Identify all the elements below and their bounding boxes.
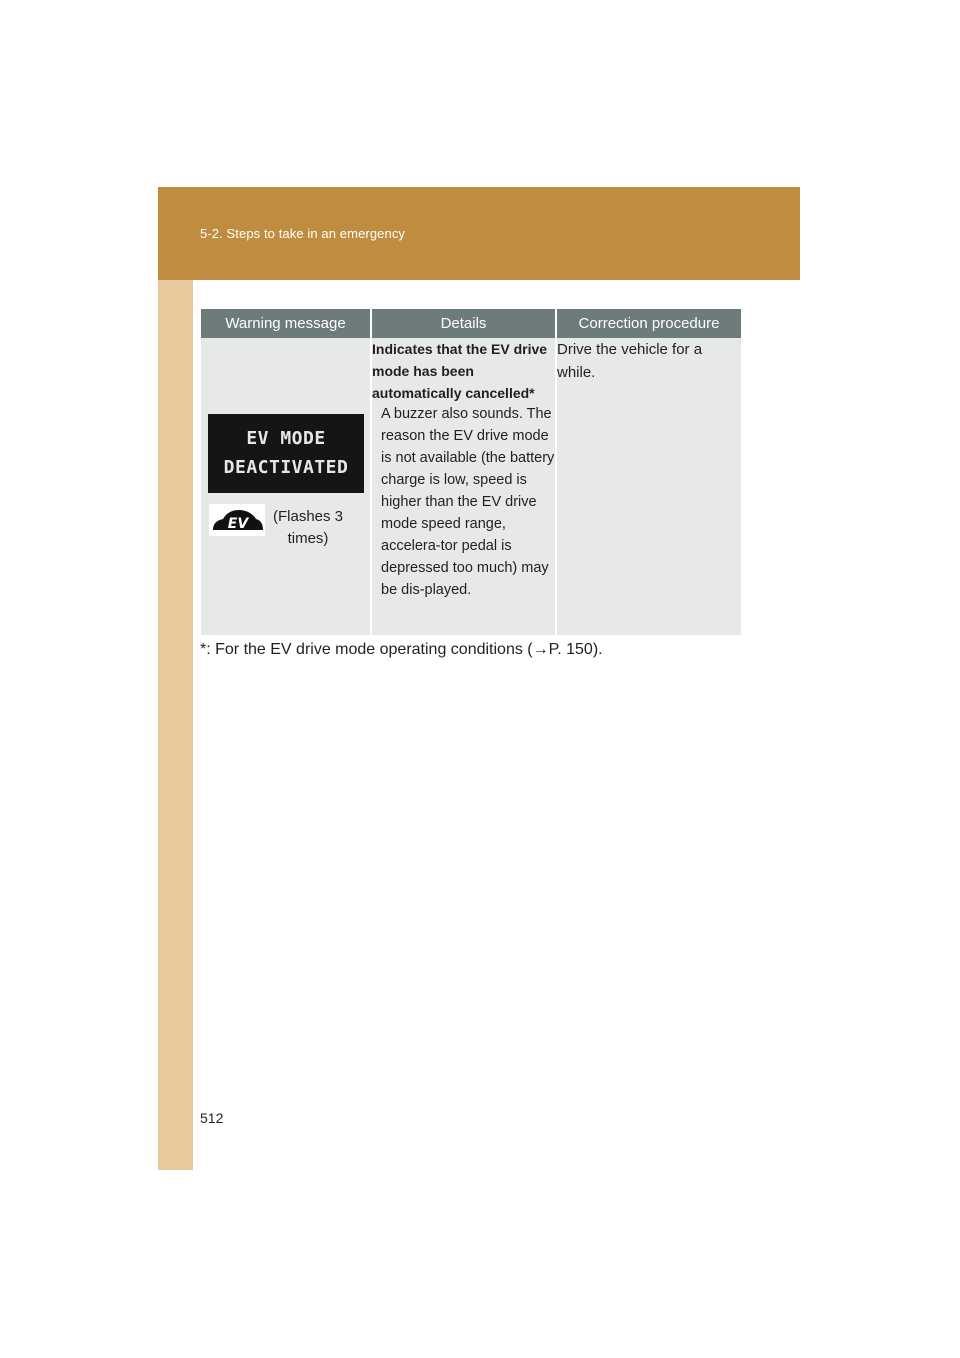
ev-mode-deactivated-display: [208, 414, 364, 493]
column-header-details: Details: [371, 309, 556, 338]
details-body: A buzzer also sounds. The reason the EV drive mode is not available (the battery charge is low, speed is higher than the EV drive mode speed range, accelera-tor pedal is depressed too much) may be dis-played.: [381, 406, 555, 598]
ev-indicator-icon: [209, 504, 265, 536]
side-strip: [158, 187, 193, 1170]
flash-note: (Flashes 3 times): [272, 508, 344, 547]
correction-text: Drive the vehicle for a while.: [557, 341, 703, 381]
section-title: 5-2. Steps to take in an emergency: [200, 226, 406, 241]
column-header-warning-message: Warning message: [201, 309, 371, 338]
details-cell: [371, 338, 556, 635]
column-header-correction-procedure: Correction procedure: [556, 309, 741, 338]
display-line-1: EV MODE: [246, 428, 326, 449]
correction-cell: [556, 338, 741, 635]
warning-message-cell: [201, 338, 371, 635]
footnote: *: For the EV drive mode operating conditions (→P. 150).: [200, 641, 603, 658]
details-lead: Indicates that the EV drive mode has been automatically cancelled*: [372, 341, 548, 401]
ev-icon-label: EV: [227, 516, 249, 532]
table-row: [201, 338, 741, 635]
table-header-row: [201, 309, 741, 338]
warning-table: [201, 309, 741, 635]
ev-car-icon: [209, 504, 265, 536]
display-line-2: DEACTIVATED: [223, 457, 349, 478]
page-number: 512: [200, 1110, 224, 1126]
